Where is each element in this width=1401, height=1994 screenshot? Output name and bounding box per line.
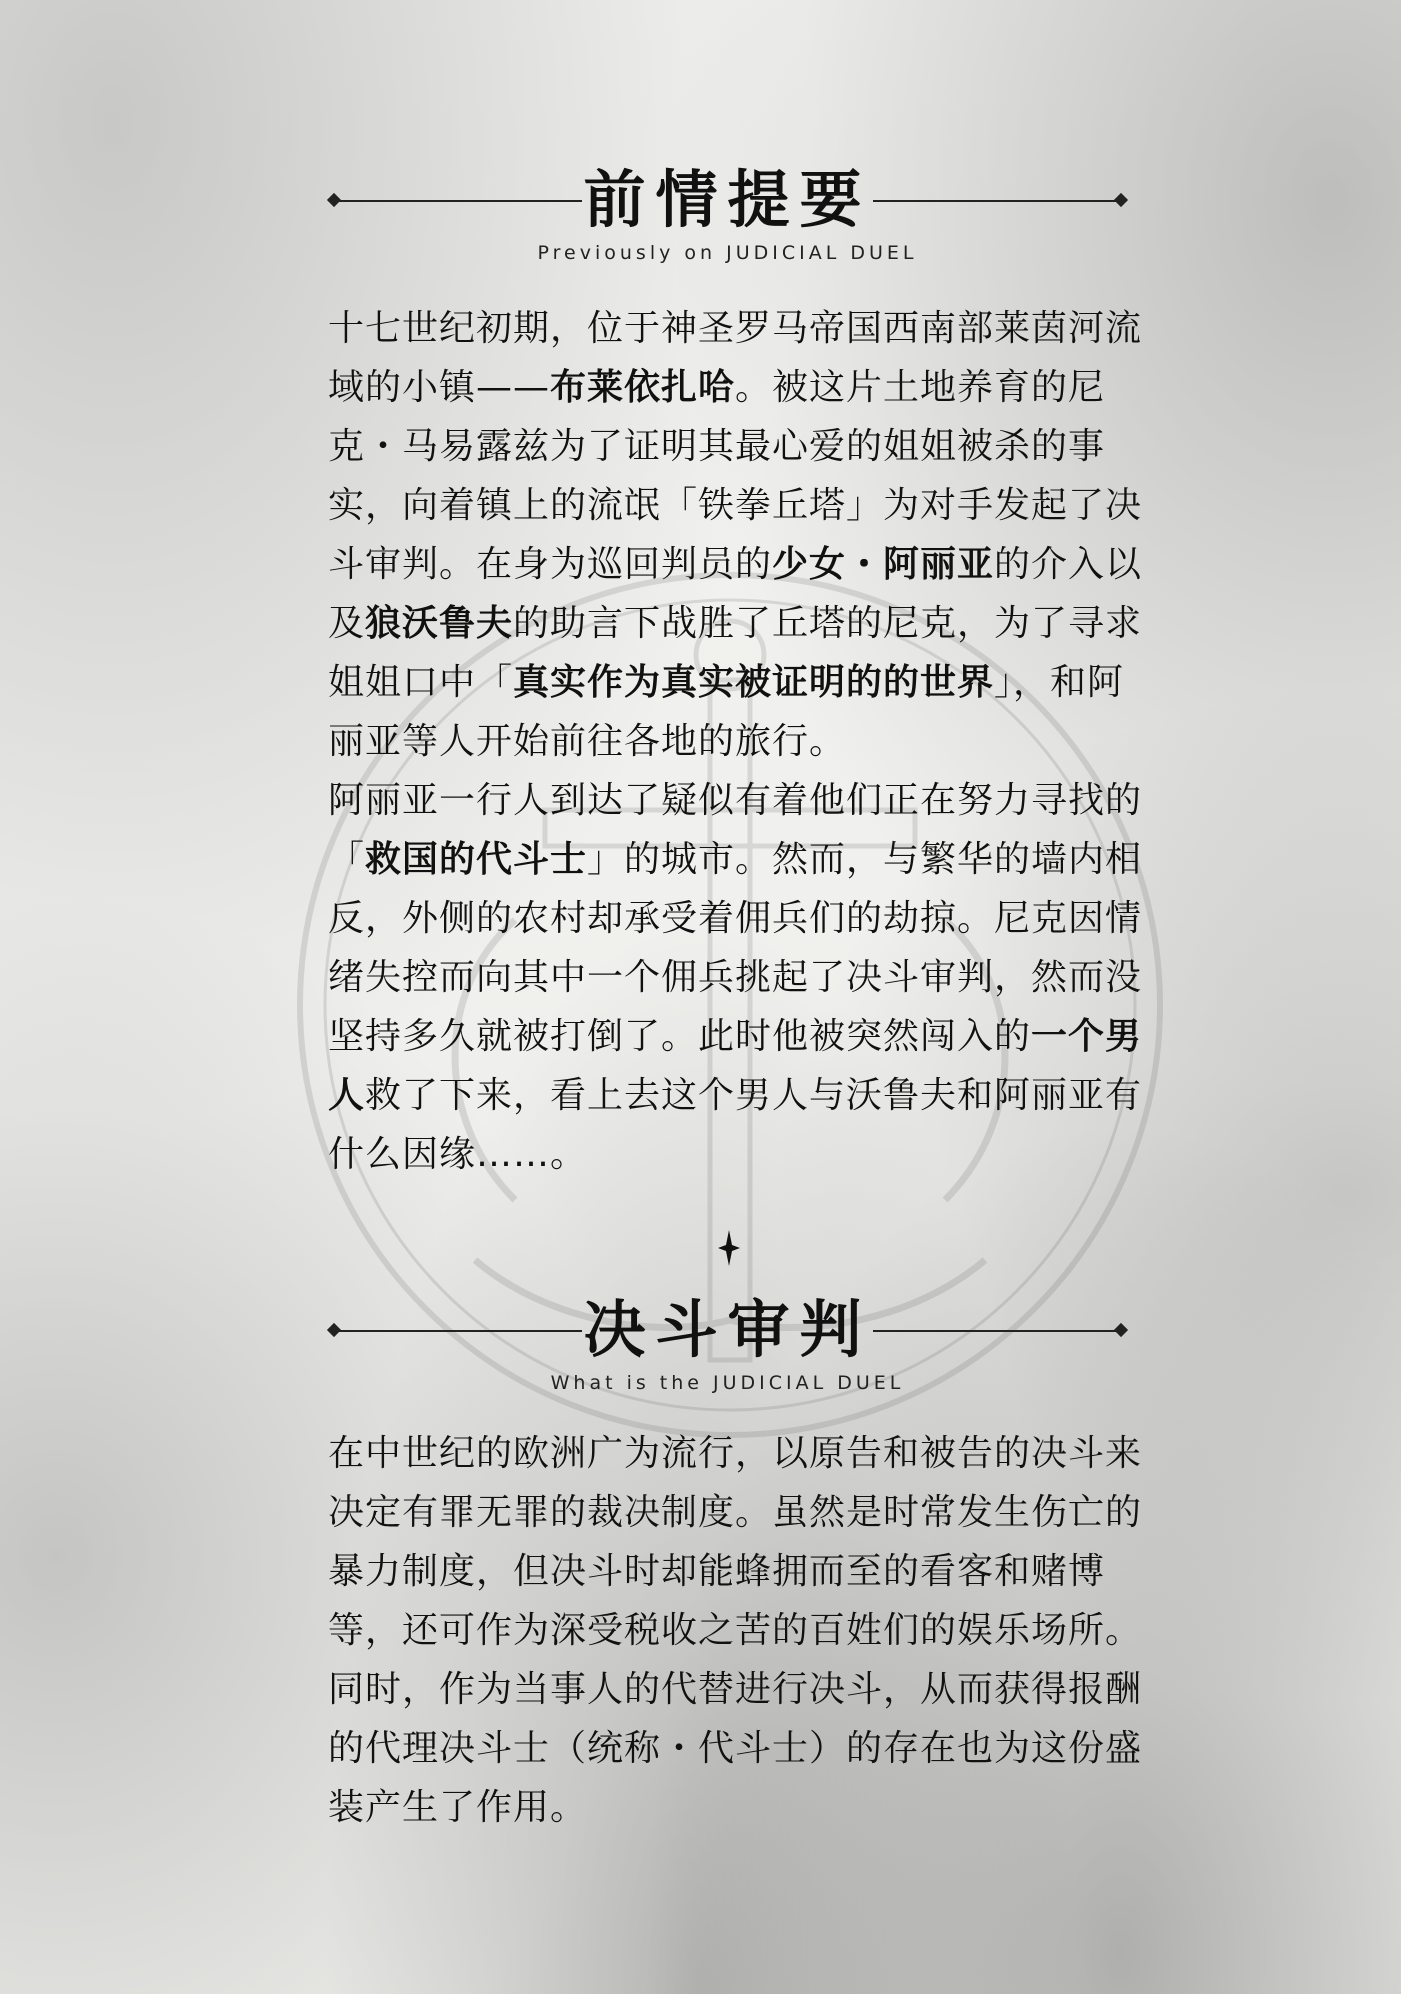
emphasis-text: 布莱依扎哈: [550, 367, 736, 408]
section-subtitle: What is the JUDICIAL DUEL: [550, 1372, 905, 1394]
emphasis-text: 救国的代斗士: [365, 839, 588, 880]
text-run: 。被这片土地养育的尼克・马易露兹为了证明其最心爱的姐姐被杀的事实，向着镇上的流氓「铁拳丘塔」为对手发起了决斗审判。在身为巡回判员的: [328, 367, 1143, 585]
text-run: 的介入以及: [328, 544, 1143, 644]
emphasis-text: 狼沃鲁夫: [365, 603, 514, 644]
text-run: 十七世纪初期，位于神圣罗马帝国西南部莱茵河流域的小镇——: [328, 308, 1143, 408]
section-title: 决斗审判: [583, 1293, 872, 1366]
judicial-duel-text: [328, 1424, 1148, 1837]
paragraph: [328, 1424, 1148, 1837]
heading-rule-right: [873, 1330, 1118, 1332]
emphasis-text: 一个男人: [328, 1016, 1143, 1116]
previously-text: [328, 299, 1148, 1184]
section-heading-previously: [325, 160, 1130, 300]
emphasis-text: 真实作为真实被证明的的世界: [513, 662, 995, 703]
text-run: 救了下来，看上去这个男人与沃鲁夫和阿丽亚有什么因缘……。: [328, 1075, 1143, 1175]
text-run: 的助言下战胜了丘塔的尼克，为了寻求姐姐口中「: [328, 603, 1143, 703]
text-run: 」，和阿丽亚等人开始前往各地的旅行。: [328, 662, 1125, 762]
heading-rule-right: [873, 200, 1118, 202]
section-heading-judicial-duel: [325, 1290, 1130, 1430]
text-run: 」的城市。然而，与繁华的墙内相反，外侧的农村却承受着佣兵们的劫掠。尼克因情绪失控而向其中一个佣兵挑起了决斗审判，然而没坚持多久就被打倒了。此时他被突然闯入的: [328, 839, 1143, 1057]
text-run: 在中世纪的欧洲广为流行，以原告和被告的决斗来决定有罪无罪的裁决制度。虽然是时常发生伤亡的暴力制度，但决斗时却能蜂拥而至的看客和赌博等，还可作为深受税收之苦的百姓们的娱乐场所。同时，作为当事人的代替进行决斗，从而获得报酬的代理决斗士（统称・代斗士）的存在也为这份盛装产生了作用。: [328, 1433, 1143, 1828]
paragraph: [328, 299, 1148, 771]
emphasis-text: 少女・阿丽亚: [772, 544, 995, 585]
text-run: 阿丽亚一行人到达了疑似有着他们正在努力寻找的「: [328, 780, 1143, 880]
section-title: 前情提要: [583, 163, 872, 236]
paragraph: [328, 771, 1148, 1184]
sparkle-divider-icon: [718, 1230, 740, 1266]
section-subtitle: Previously on JUDICIAL DUEL: [537, 242, 918, 264]
